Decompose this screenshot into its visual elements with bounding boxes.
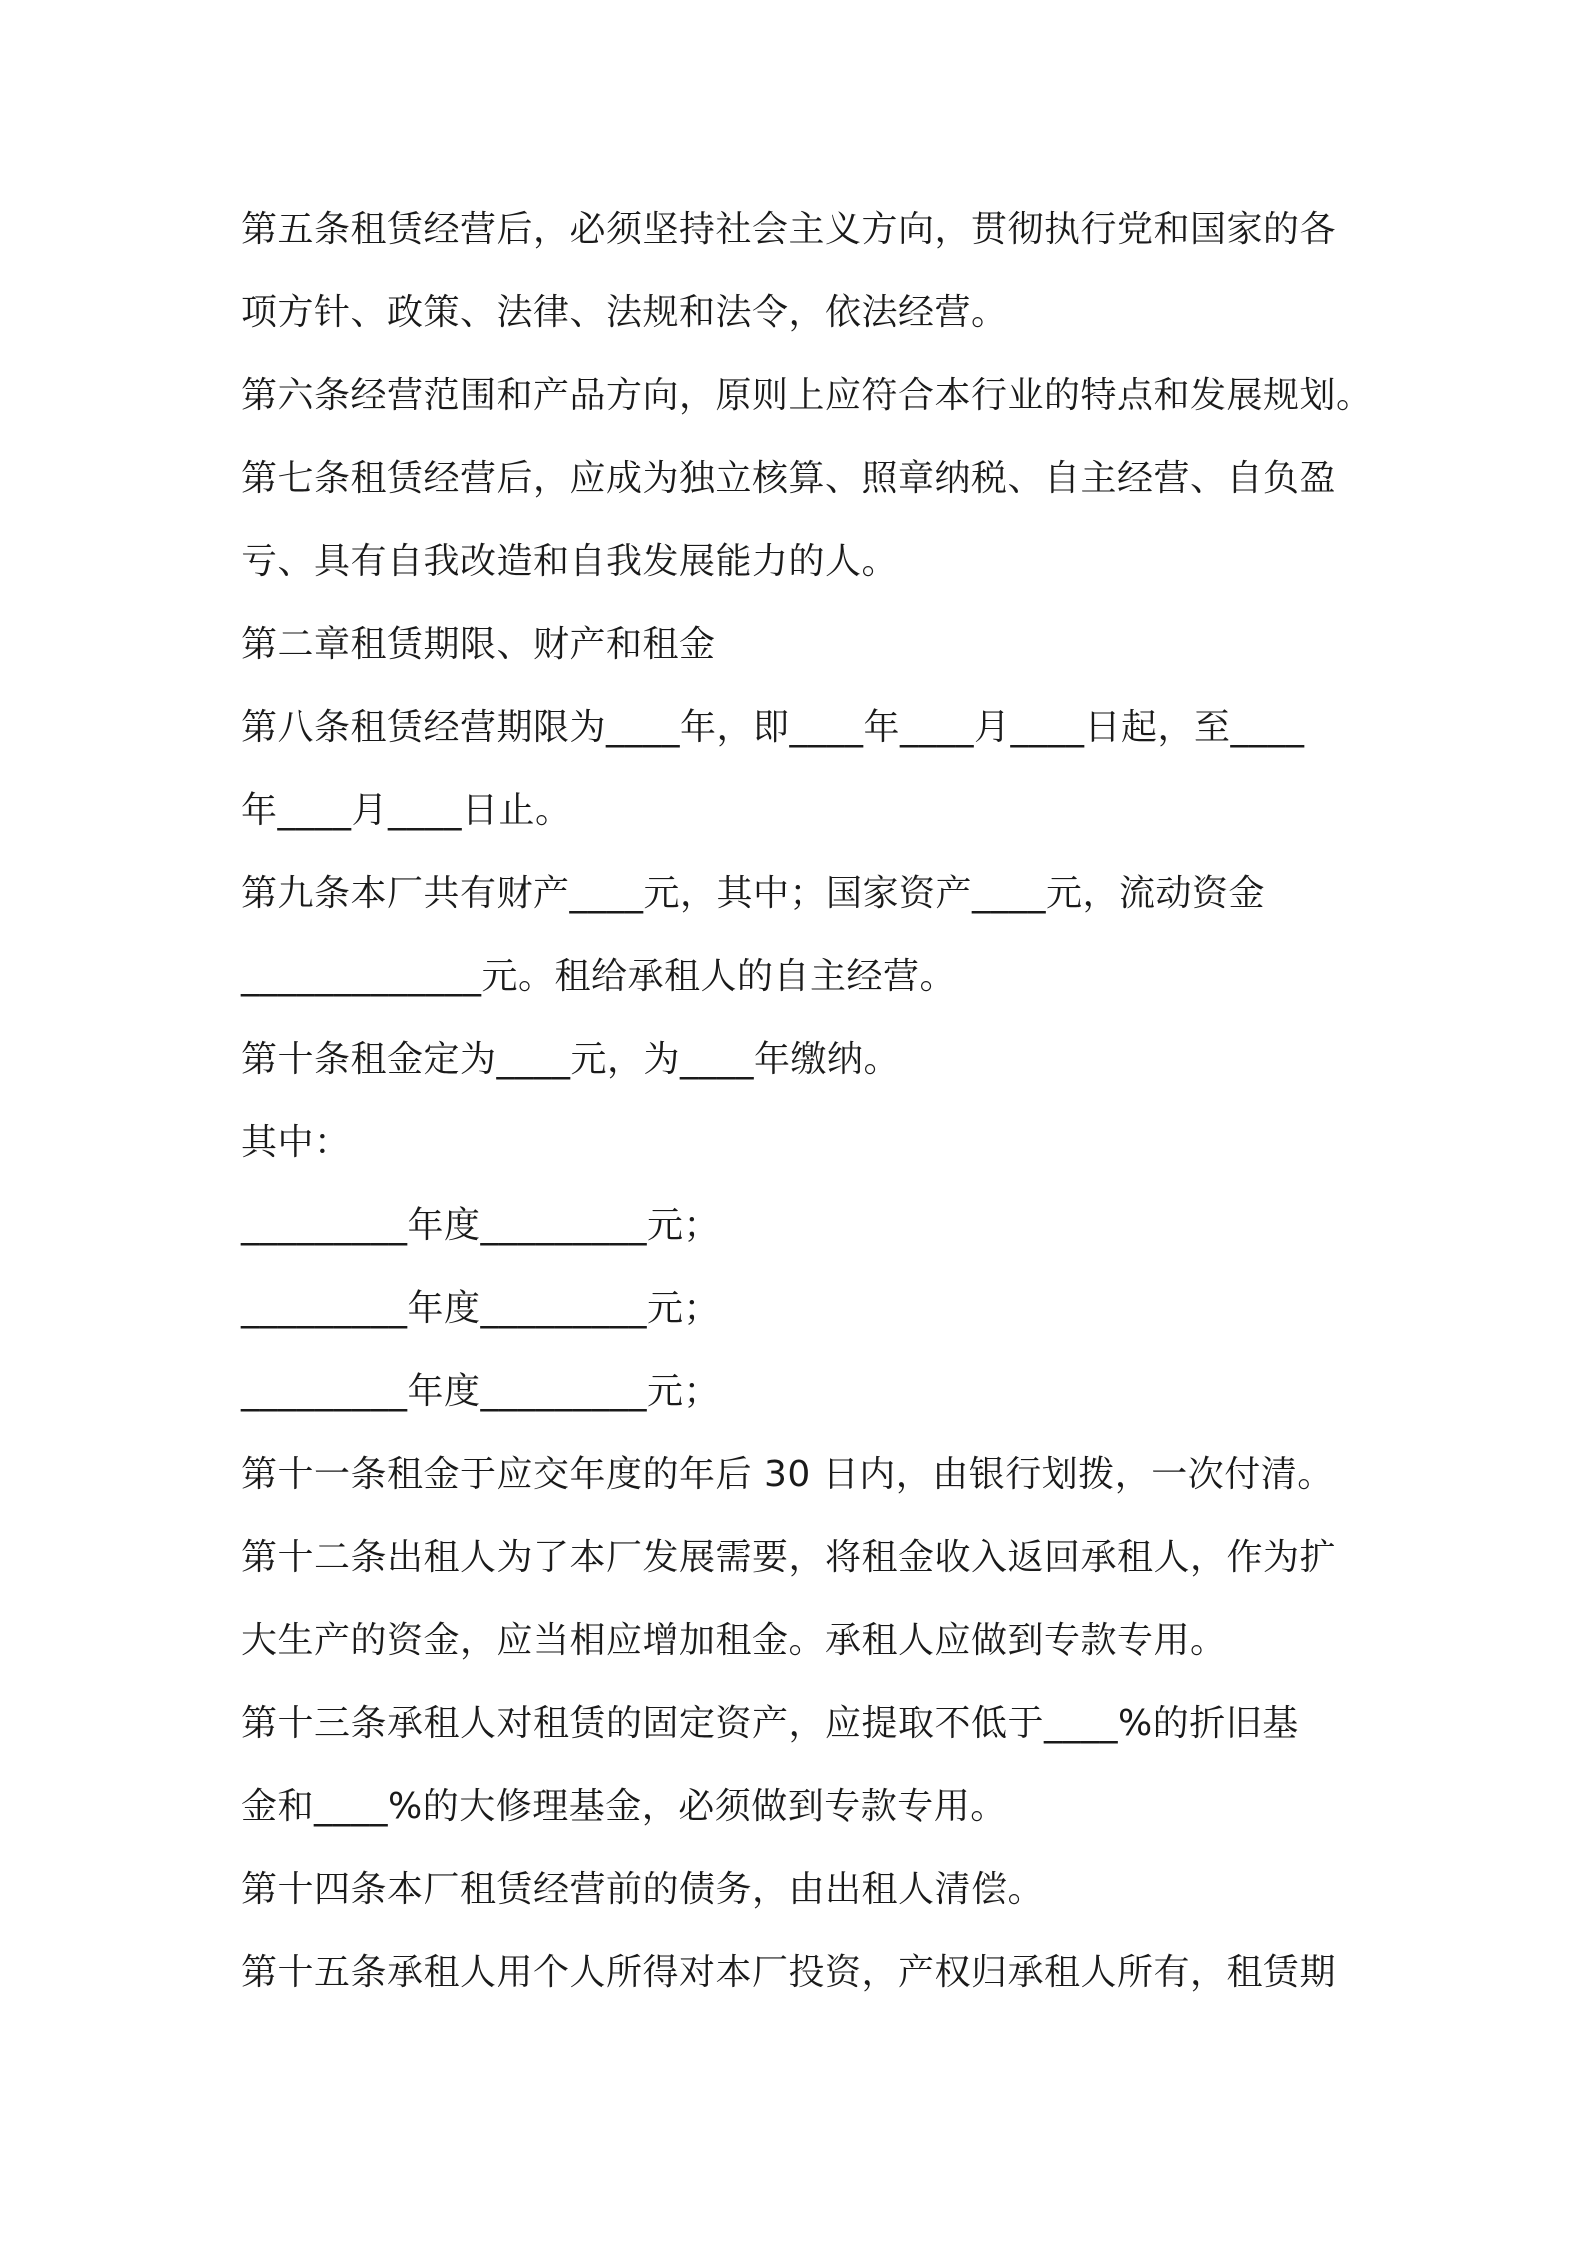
article-13-line-1: 第十三条承租人对租赁的固定资产，应提取不低于____%的折旧基 <box>241 1703 1299 1744</box>
article-8-line-1: 第八条租赁经营期限为____年，即____年____月____日起，至____ <box>241 707 1305 748</box>
article-9-line-2: _____________元。租给承租人的自主经营。 <box>241 956 957 997</box>
article-12-line-2: 大生产的资金，应当相应增加租金。承租人应做到专款专用。 <box>241 1620 1227 1661</box>
article-8-line-2: 年____月____日止。 <box>241 790 572 831</box>
article-7-line-1: 第七条租赁经营后，应成为独立核算、照章纳税、自主经营、自负盈 <box>241 458 1337 499</box>
article-13-line-2: 金和____%的大修理基金，必须做到专款专用。 <box>241 1786 1007 1827</box>
article-10-line-1: 第十条租金定为____元，为____年缴纳。 <box>241 1039 901 1080</box>
chapter-2-heading: 第二章租赁期限、财产和租金 <box>241 624 716 665</box>
article-7-line-2: 亏、具有自我改造和自我发展能力的人。 <box>241 541 899 582</box>
annual-rent-line-2: _________年度_________元； <box>241 1288 721 1329</box>
article-6-line-1: 第六条经营范围和产品方向，原则上应符合本行业的特点和发展规划。 <box>241 375 1373 416</box>
article-5-line-1: 第五条租赁经营后，必须坚持社会主义方向，贯彻执行党和国家的各 <box>241 209 1337 250</box>
article-10-sub-heading: 其中： <box>241 1122 351 1163</box>
article-5-line-2: 项方针、政策、法律、法规和法令，依法经营。 <box>241 292 1008 333</box>
annual-rent-line-1: _________年度_________元； <box>241 1205 721 1246</box>
article-9-line-1: 第九条本厂共有财产____元，其中；国家资产____元，流动资金 <box>241 873 1266 914</box>
article-12-line-1: 第十二条出租人为了本厂发展需要，将租金收入返回承租人，作为扩 <box>241 1537 1337 1578</box>
annual-rent-line-3: _________年度_________元； <box>241 1371 721 1412</box>
article-14-line-1: 第十四条本厂租赁经营前的债务，由出租人清偿。 <box>241 1869 1045 1910</box>
article-15-line-1: 第十五条承租人用个人所得对本厂投资，产权归承租人所有，租赁期 <box>241 1952 1337 1993</box>
article-11-line-1: 第十一条租金于应交年度的年后 30 日内，由银行划拨，一次付清。 <box>241 1454 1334 1495</box>
